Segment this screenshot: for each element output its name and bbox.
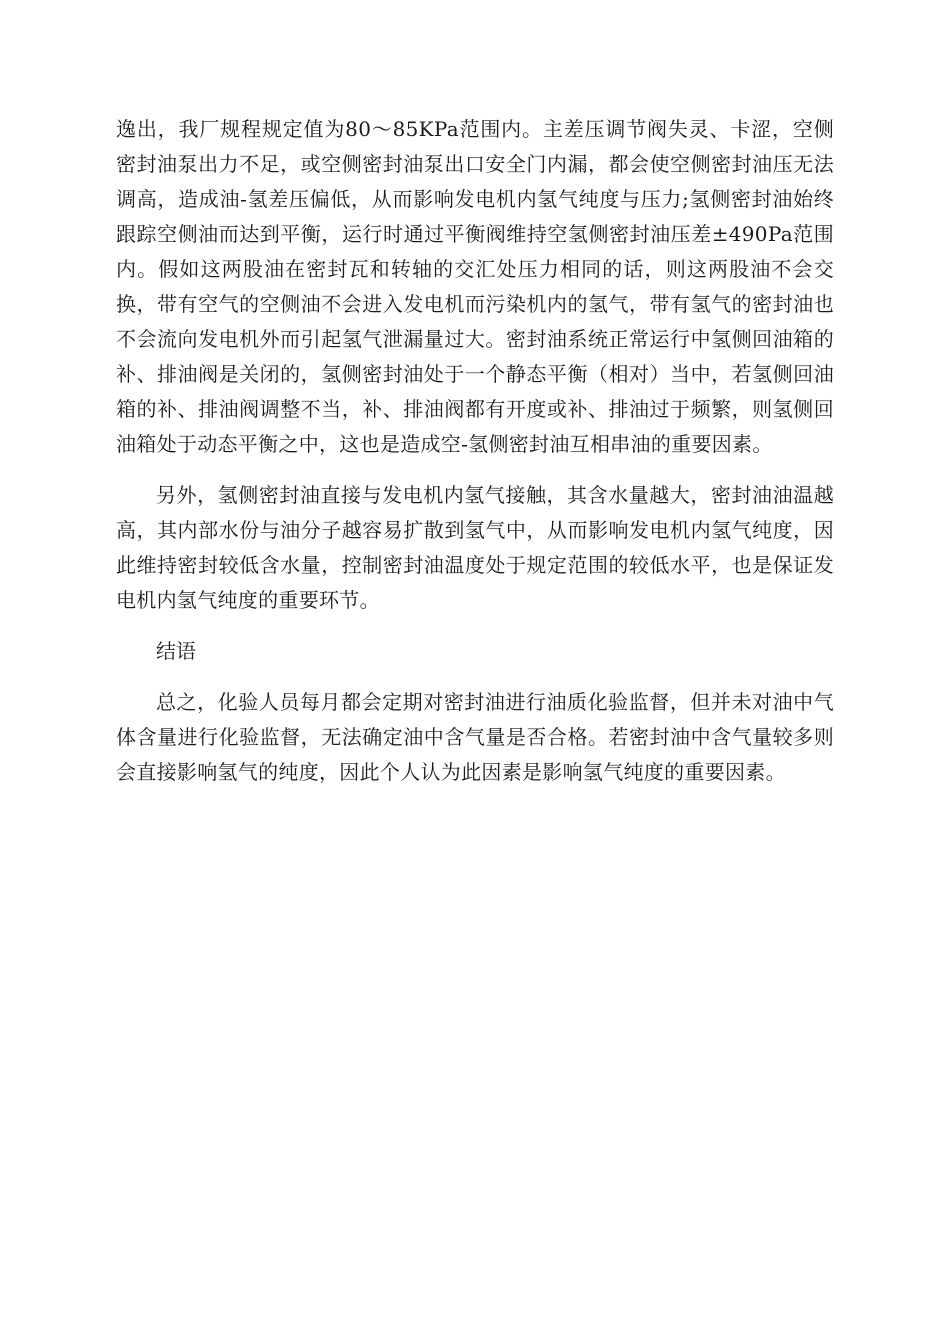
body-paragraph-continued: 逸出，我厂规程规定值为80～85KPa范围内。主差压调节阀失灵、卡涩，空侧密封油泵出力不足，或空侧密封油泵出口安全门内漏，都会使空侧密封油压无法调高，造成油-氢差压偏低，从而影响发电机内氢气纯度与压力;氢侧密封油始终跟踪空侧油而达到平衡，运行时通过平衡阀维持空氢侧密封油压差±490Pa范围内。假如这两股油在密封瓦和转轴的交汇处压力相同的话，则这两股油不会交换，带有空气的空侧油不会进入发电机而污染机内的氢气，带有氢气的密封油也不会流向发电机外而引起氢气泄漏量过大。密封油系统正常运行中氢侧回油箱的补、排油阀是关闭的，氢侧密封油处于一个静态平衡（相对）当中，若氢侧回油箱的补、排油阀调整不当，补、排油阀都有开度或补、排油过于频繁，则氢侧回油箱处于动态平衡之中，这也是造成空-氢侧密封油互相串油的重要因素。	[116, 117, 834, 456]
document-page	[116, 112, 834, 790]
body-paragraph-hydrogen-side-oil: 另外，氢侧密封油直接与发电机内氢气接触，其含水量越大，密封油油温越高，其内部水份与油分子越容易扩散到氢气中，从而影响发电机内氢气纯度，因此维持密封较低含水量，控制密封油温度处于规定范围的较低水平，也是保证发电机内氢气纯度的重要环节。	[116, 483, 834, 612]
conclusion-heading: 结语	[156, 639, 196, 663]
conclusion-paragraph: 总之，化验人员每月都会定期对密封油进行油质化验监督，但并未对油中气体含量进行化验监督，无法确定油中含气量是否合格。若密封油中含气量较多则会直接影响氢气的纯度，因此个人认为此因素是影响氢气纯度的重要因素。	[116, 690, 834, 784]
